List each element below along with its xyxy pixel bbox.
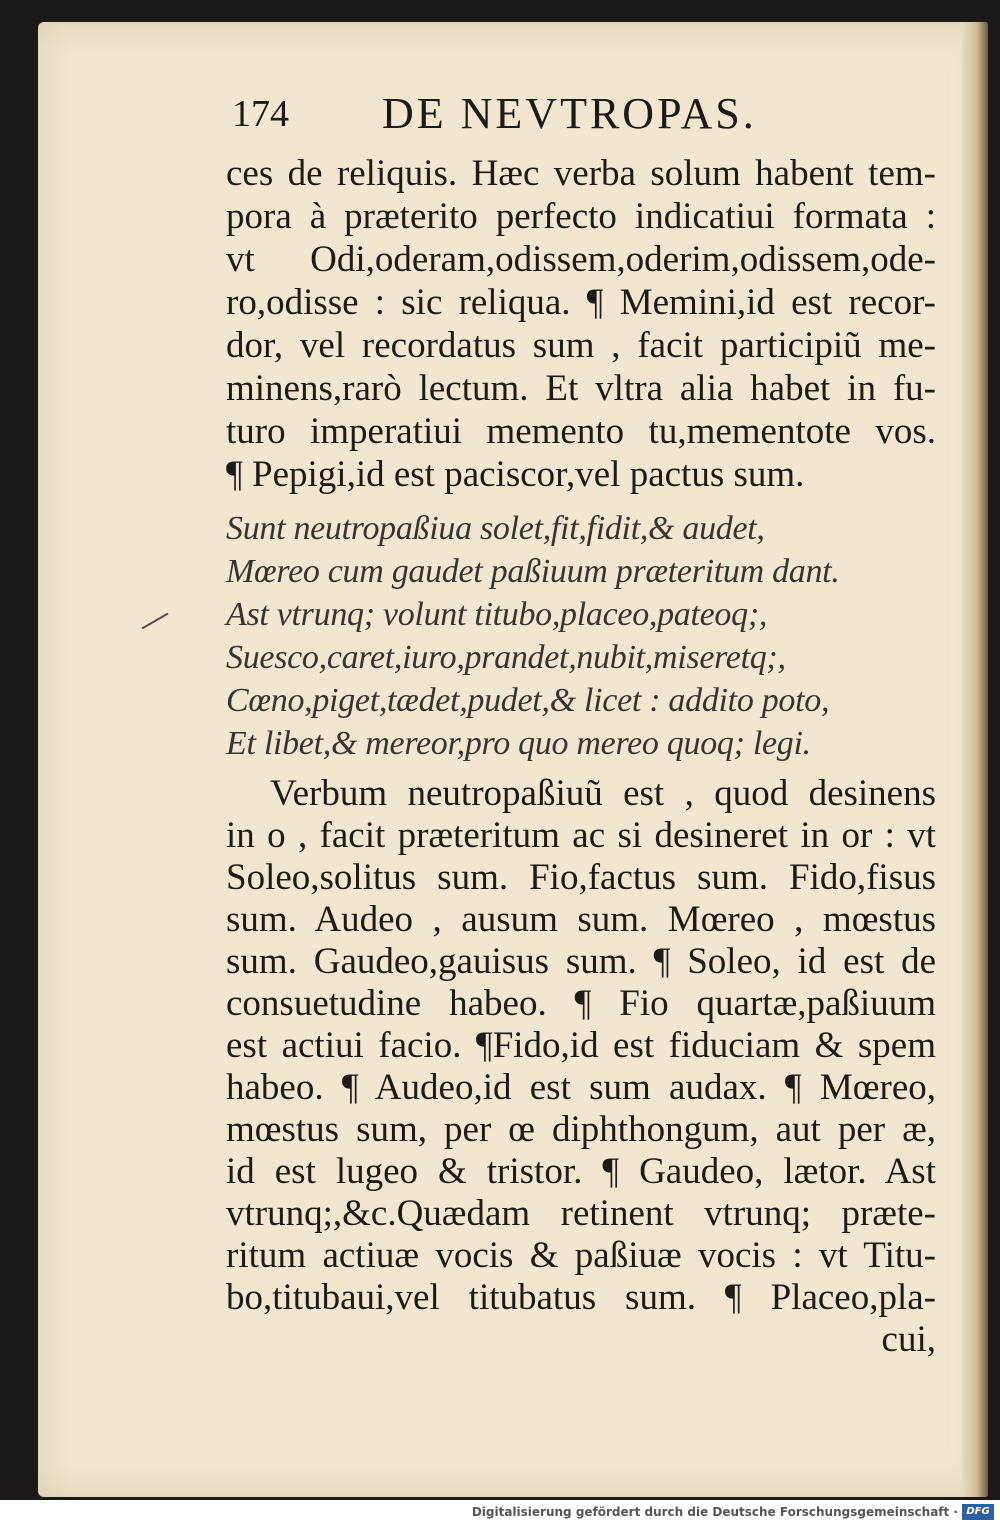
text-line: ces de reliquis. Hæc verba solum habent tem- <box>226 153 936 194</box>
verse-line: Mœreo cum gaudet paßiuum præteritum dant. <box>226 553 840 590</box>
text-line: vt Odi,oderam,odissem,oderim,odissem,ode- <box>226 239 936 280</box>
text-line: consuetudine habeo. ¶ Fio quartæ,paßiuum <box>226 983 936 1024</box>
verse-line: Suesco,caret,iuro,prandet,nubit,miseretq;, <box>226 639 786 676</box>
verse-line: Sunt neutropaßiua solet,fit,fidit,& audet, <box>226 510 765 547</box>
page-header <box>232 88 792 148</box>
text-line: vtrunq;,&c.Quædam retinent vtrunq; præte- <box>226 1193 936 1234</box>
text-line: id est lugeo & tristor. ¶ Gaudeo, lætor. Ast <box>226 1151 936 1192</box>
text-line: sum. Gaudeo,gauisus sum. ¶ Soleo, id est de <box>226 941 936 982</box>
text-line: minens,rarò lectum. Et vltra alia habet in fu- <box>226 368 936 409</box>
text-line: Verbum neutropaßiuũ est , quod desinens <box>270 773 936 814</box>
text-line: turo imperatiui memento tu,mementote vos. <box>226 411 936 452</box>
text-line: ¶ Pepigi,id est paciscor,vel pactus sum. <box>226 454 805 495</box>
running-head: DE NEVTROPAS. <box>382 89 757 138</box>
text-line: ritum actiuæ vocis & paßiuæ vocis : vt Titu- <box>226 1235 936 1276</box>
page-number: 174 <box>232 93 289 135</box>
dfg-logo: DFG <box>962 1504 994 1520</box>
text-line: ro,odisse : sic reliqua. ¶ Memini,id est recor- <box>226 282 936 323</box>
text-line: pora à præterito perfecto indicatiui formata : <box>226 196 936 237</box>
text-line: dor, vel recordatus sum , facit participiũ me- <box>226 325 936 366</box>
text-line: in o , facit præteritum ac si desineret in or : vt <box>226 815 936 856</box>
text-line: bo,titubaui,vel titubatus sum. ¶ Placeo,pla- <box>226 1277 936 1318</box>
text-line: est actiui facio. ¶Fido,id est fiduciam & spem <box>226 1025 936 1066</box>
text-line: sum. Audeo , ausum sum. Mœreo , mœstus <box>226 899 936 940</box>
text-line: Soleo,solitus sum. Fio,factus sum. Fido,fisus <box>226 857 936 898</box>
text-line: habeo. ¶ Audeo,id est sum audax. ¶ Mœreo, <box>226 1067 936 1108</box>
catchword: cui, <box>881 1319 936 1360</box>
verse-line: Ast vtrunq; volunt titubo,placeo,pateoq;, <box>226 596 768 633</box>
text-line: mœstus sum, per œ diphthongum, aut per æ, <box>226 1109 936 1150</box>
verse-line: Et libet,& mereor,pro quo mereo quoq; legi. <box>226 725 811 762</box>
funding-credit: Digitalisierung gefördert durch die Deutsche Forschungsgemeinschaft · <box>471 1505 958 1519</box>
page-edge <box>962 22 988 1497</box>
verse-line: Cœno,piget,tædet,pudet,& licet : addito poto, <box>226 682 830 719</box>
